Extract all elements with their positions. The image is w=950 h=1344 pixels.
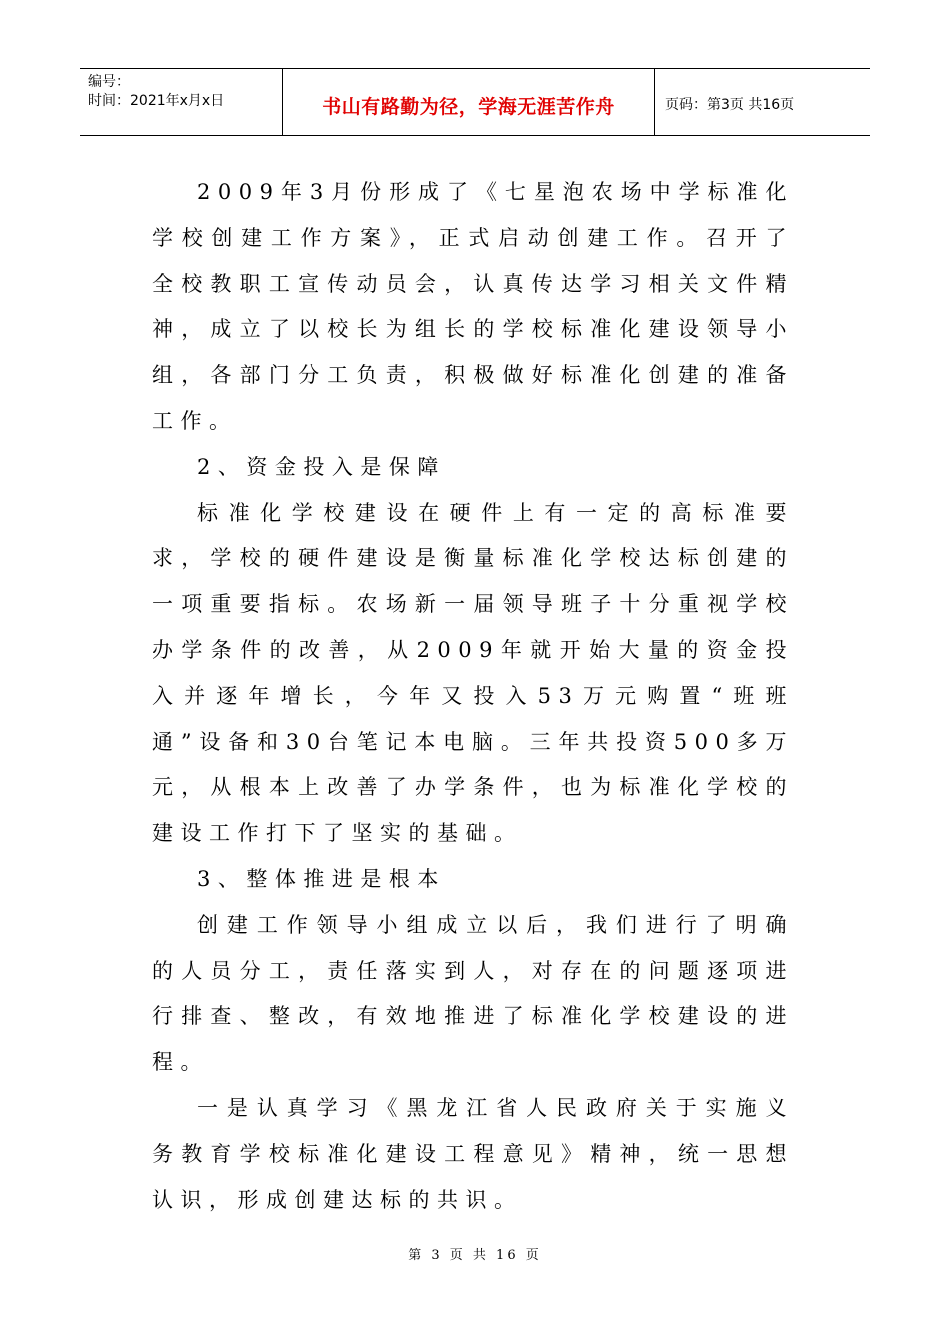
body-paragraph: 创建工作领导小组成立以后，我们进行了明确的人员分工，责任落实到人，对存在的问题逐项进行排查、整改，有效地推进了标准化学校建设的进程。 — [152, 912, 794, 1075]
body-paragraph: 2009年3月份形成了《七星泡农场中学标准化学校创建工作方案》，正式启动创建工作。召开了全校教职工宣传动员会，认真传达学习相关文件精神，成立了以校长为组长的学校标准化建设领导小组，各部门分工负责，积极做好标准化创建的准备工作。 — [152, 180, 794, 433]
header-motto: 书山有路勤为径，学海无涯苦作舟 — [283, 69, 655, 135]
section-heading: 3、整体推进是根本 — [197, 866, 446, 891]
body-paragraph: 标准化学校建设在硬件上有一定的高标准要求，学校的硬件建设是衡量标准化学校达标创建的一项重要指标。农场新一届领导班子十分重视学校办学条件的改善，从2009年就开始大量的资金投入并逐年增长，今年又投入53万元购置“班班通”设备和30台笔记本电脑。三年共投资500多万元，从根本上改善了办学条件，也为标准化学校的建设工作打下了坚实的基础。 — [152, 500, 794, 846]
page-header — [80, 68, 870, 136]
document-body — [152, 170, 794, 1223]
body-paragraph: 一是认真学习《黑龙江省人民政府关于实施义务教育学校标准化建设工程意见》精神，统一思想认识，形成创建达标的共识。 — [152, 1095, 794, 1212]
header-meta — [80, 69, 283, 135]
section-heading: 2、资金投入是保障 — [197, 454, 446, 479]
document-time-label: 时间：2021年x月x日 — [88, 93, 225, 109]
header-page-info: 页码：第3页 共16页 — [665, 97, 795, 113]
document-number-label: 编号： — [88, 74, 130, 90]
page-footer: 第 3 页 共 16 页 — [408, 1248, 542, 1263]
